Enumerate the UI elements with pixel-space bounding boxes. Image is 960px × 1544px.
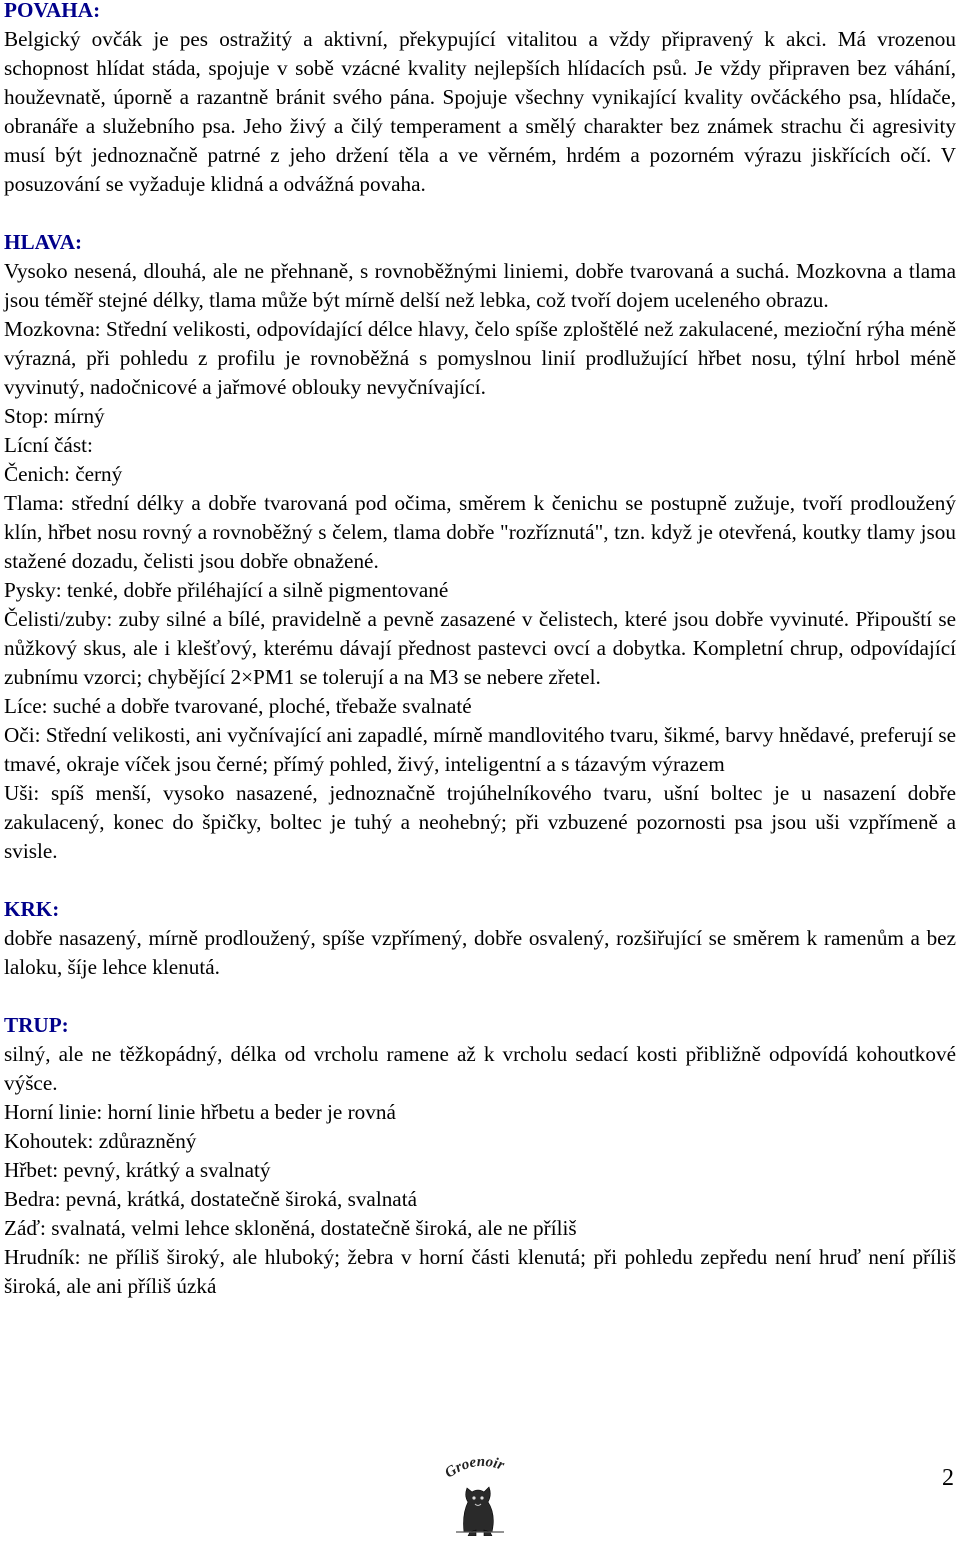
paragraph: Hrudník: ne příliš široký, ale hluboký; žebra v horní části klenutá; při pohledu zepředu není hruď není příliš široká, ale ani příliš úzká [4,1245,956,1298]
section-hlava [4,228,956,866]
paragraph: Čenich: černý [4,462,123,486]
paragraph: silný, ale ne těžkopádný, délka od vrcholu ramene až k vrcholu sedací kosti přibližně odpovídá kohoutkové výšce. [4,1042,956,1095]
heading-hlava: HLAVA: [4,230,83,254]
paragraph: Pysky: tenké, dobře přiléhající a silně pigmentované [4,578,449,602]
paragraph: Stop: mírný [4,404,105,428]
paragraph: Kohoutek: zdůrazněný [4,1129,197,1153]
heading-krk: KRK: [4,897,60,921]
paragraph: Tlama: střední délky a dobře tvarovaná pod očima, směrem k čenichu se postupně zužuje, tvoří prodloužený klín, hřbet nosu rovný a rovnoběžný s čelem, tlama dobře "rozříznutá", tzn. když je otevřená, koutky tlamy jsou stažené dozadu, čelisti jsou dobře obnažené. [4,491,956,573]
heading-povaha: POVAHA: [4,0,101,22]
paragraph: Belgický ovčák je pes ostražitý a aktivní, překypující vitalitou a vždy připravený k akci. Má vrozenou schopnost hlídat stáda, spojuje v sobě vzácné kvality nejlepších hlídacích psů. Je vždy připraven bez váhání, houževnatě, úporně a razantně bránit svého pána. Spojuje všechny vynikající kvality ovčáckého psa, hlídače, obranáře a služebního psa. Jeho živý a čilý temperament a smělý charakter bez známek strachu či agresivity musí být jednoznačně patrné z jeho držení těla a ve věrném, hrdém a pozorném výrazu jiskřících očí. V posuzování se vyžaduje klidná a odvážná povaha. [4,27,956,196]
paragraph: Lícní část: [4,433,93,457]
groenoir-logo-icon [434,1448,526,1536]
paragraph: Záď: svalnatá, velmi lehce skloněná, dostatečně široká, ale ne příliš [4,1216,577,1240]
paragraph: Oči: Střední velikosti, ani vyčnívající ani zapadlé, mírně mandlovitého tvaru, šikmé, barvy hnědavé, preferují se tmavé, okraje víček jsou černé; přímý pohled, živý, inteligentní a s tázavým výrazem [4,723,956,776]
paragraph: Horní linie: horní linie hřbetu a beder je rovná [4,1100,396,1124]
logo-text: Groenoir [442,1453,507,1482]
page-number: 2 [942,1465,954,1491]
document-page [4,0,956,1330]
paragraph: Čelisti/zuby: zuby silné a bílé, pravidelně a pevně zasazené v čelistech, které jsou dobře vyvinuté. Připouští se nůžkový skus, ale i klešťový, kterému dávají přednost pastevci ovcí a dobytka. Kompletní chrup, odpovídající zubnímu vzorci; chybějící 2×PM1 se tolerují a na M3 se nebere zřetel. [4,607,956,689]
paragraph: Líce: suché a dobře tvarované, ploché, třebaže svalnaté [4,694,472,718]
groenoir-logo [434,1448,526,1536]
paragraph: Mozkovna: Střední velikosti, odpovídající délce hlavy, čelo spíše zploštělé než zakulacené, mezioční rýha méně výrazná, při pohledu z profilu je rovnoběžná s pomyslnou linií prodlužující hřbet nosu, týlní hrbol méně vyvinutý, nadočnicové a jařmové oblouky nevyčnívající. [4,317,956,399]
paragraph: Hřbet: pevný, krátký a svalnatý [4,1158,271,1182]
section-povaha [4,0,956,199]
section-krk [4,895,956,982]
paragraph: Vysoko nesená, dlouhá, ale ne přehnaně, s rovnoběžnými liniemi, dobře tvarovaná a suchá. Mozkovna a tlama jsou téměř stejné délky, tlama může být mírně delší než lebka, což tvoří dojem uceleného obrazu. [4,259,956,312]
heading-trup: TRUP: [4,1013,69,1037]
section-trup [4,1011,956,1301]
svg-text:Groenoir [442,1454,506,1482]
paragraph: dobře nasazený, mírně prodloužený, spíše vzpřímený, dobře osvalený, rozšiřující se směrem k ramenům a bez laloku, šíje lehce klenutá. [4,926,956,979]
paragraph: Uši: spíš menší, vysoko nasazené, jednoznačně trojúhelníkového tvaru, ušní boltec je u nasazení dobře zakulacený, konec do špičky, boltec je tuhý a neohebný; při vzbuzené pozornosti psa jsou uši vzpřímeně a svisle. [4,781,956,863]
paragraph: Bedra: pevná, krátká, dostatečně široká, svalnatá [4,1187,417,1211]
